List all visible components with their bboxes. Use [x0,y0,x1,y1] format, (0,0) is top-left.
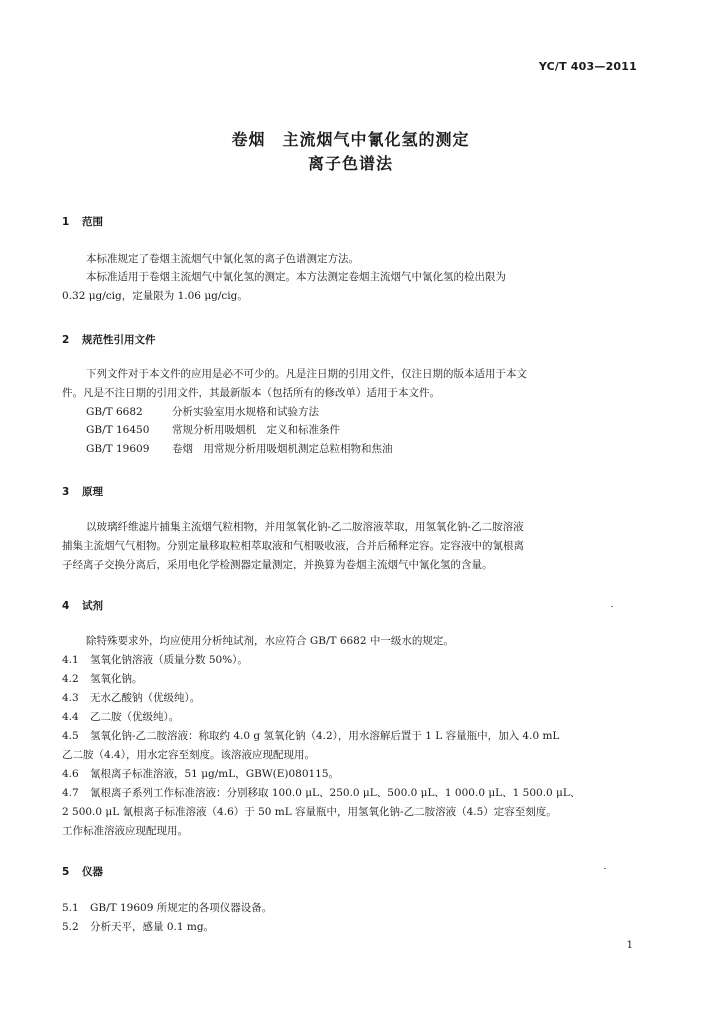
list-item-continuation: 乙二胺（4.4），用水定容至刻度。该溶液应现配现用。 [62,749,315,761]
list-item [62,901,272,915]
section-heading-3 [62,484,103,499]
paragraph-line: 0.32 μg/cig，定量限为 1.06 μg/cig。 [62,290,248,302]
list-item-continuation: 2 500.0 μL 氰根离子标准溶液（4.6）于 50 mL 容量瓶中，用氢氧化钠-乙二胺溶液（4.5）定容至刻度。 [62,806,557,818]
document-subtitle: 离子色谱法 [307,154,393,173]
list-item [62,672,143,686]
document-title: 卷烟 主流烟气中氰化氢的测定 [231,130,470,149]
item-text: 氢氧化钠溶液（质量分数 50%）。 [90,654,248,666]
paragraph-line: 本标准适用于卷烟主流烟气中氰化氢的测定。本方法测定卷烟主流烟气中氰化氢的检出限为 [86,271,506,283]
section-heading-2 [62,332,156,347]
item-number: 4.5 [62,730,79,742]
section-number: 4 [62,600,70,612]
item-text: 分析天平，感量 0.1 mg。 [90,921,215,933]
section-number: 5 [62,866,70,878]
list-item [62,710,179,724]
scan-speck [604,868,606,869]
list-item [62,653,248,667]
paragraph-line: 下列文件对于本文件的应用是必不可少的。凡是注日期的引用文件，仅注日期的版本适用于本文 [86,368,527,380]
item-text: 氢氧化钠-乙二胺溶液：称取约 4.0 g 氢氧化钠（4.2），用水溶解后置于 1 L 容量瓶中，加入 4.0 mL [90,730,560,742]
section-title: 试剂 [82,600,103,612]
paragraph-line: 子经离子交换分离后，采用电化学检测器定量测定，并换算为卷烟主流烟气中氰化氢的含量。 [62,559,493,571]
section-title: 规范性引用文件 [82,334,156,346]
item-number: 4.3 [62,692,79,704]
item-text: 乙二胺（优级纯）。 [90,711,180,723]
reference-code: GB/T 6682 [86,406,143,418]
standard-code: YC/T 403—2011 [538,60,637,73]
page-number: 1 [626,940,633,951]
list-item-continuation: 工作标准溶液应现配现用。 [62,825,188,837]
reference-item [86,442,393,456]
paragraph-line: 除特殊要求外，均应使用分析纯试剂，水应符合 GB/T 6682 中一级水的规定。 [86,635,454,647]
reference-item [86,405,319,419]
item-number: 5.1 [62,902,79,914]
item-text: 无水乙酸钠（优级纯）。 [90,692,201,704]
section-heading-5 [62,864,103,879]
item-text: GB/T 19609 所规定的各项仪器设备。 [90,902,273,914]
paragraph-line: 捕集主流烟气气相物。分别定量移取粒相萃取液和气相吸收液，合并后稀释定容。定容液中的氰根离 [62,540,524,552]
paragraph-line: 本标准规定了卷烟主流烟气中氰化氢的离子色谱测定方法。 [86,253,359,265]
section-number: 2 [62,334,70,346]
reference-title: 分析实验室用水规格和试验方法 [172,406,319,418]
list-item [62,786,580,800]
list-item [62,767,339,781]
list-item [62,691,200,705]
section-title: 范围 [82,216,103,228]
paragraph-line: 以玻璃纤维滤片捕集主流烟气粒相物，并用氢氧化钠-乙二胺溶液萃取，用氢氧化钠-乙二胺溶液 [86,521,524,533]
section-heading-1 [62,214,103,229]
list-item [62,729,559,743]
item-text: 氰根离子系列工作标准溶液：分别移取 100.0 μL、250.0 μL、500.0 μL、1 000.0 μL、1 500.0 μL、 [90,787,581,799]
item-number: 4.1 [62,654,79,666]
item-number: 4.4 [62,711,79,723]
reference-title: 卷烟 用常规分析用吸烟机测定总粒相物和焦油 [172,443,393,455]
scan-speck [611,606,613,607]
reference-item [86,423,340,437]
reference-code: GB/T 19609 [86,443,150,455]
reference-title: 常规分析用吸烟机 定义和标准条件 [172,424,340,436]
section-number: 3 [62,486,70,498]
section-heading-4 [62,598,103,613]
item-number: 4.6 [62,768,79,780]
reference-code: GB/T 16450 [86,424,150,436]
paragraph-line: 件。凡是不注日期的引用文件，其最新版本（包括所有的修改单）适用于本文件。 [62,387,440,399]
list-item [62,920,214,934]
item-number: 4.7 [62,787,79,799]
section-title: 仪器 [82,866,103,878]
section-title: 原理 [82,486,103,498]
item-number: 5.2 [62,921,79,933]
item-number: 4.2 [62,673,79,685]
item-text: 氰根离子标准溶液，51 μg/mL，GBW(E)080115。 [90,768,340,780]
section-number: 1 [62,216,70,228]
item-text: 氢氧化钠。 [90,673,143,685]
